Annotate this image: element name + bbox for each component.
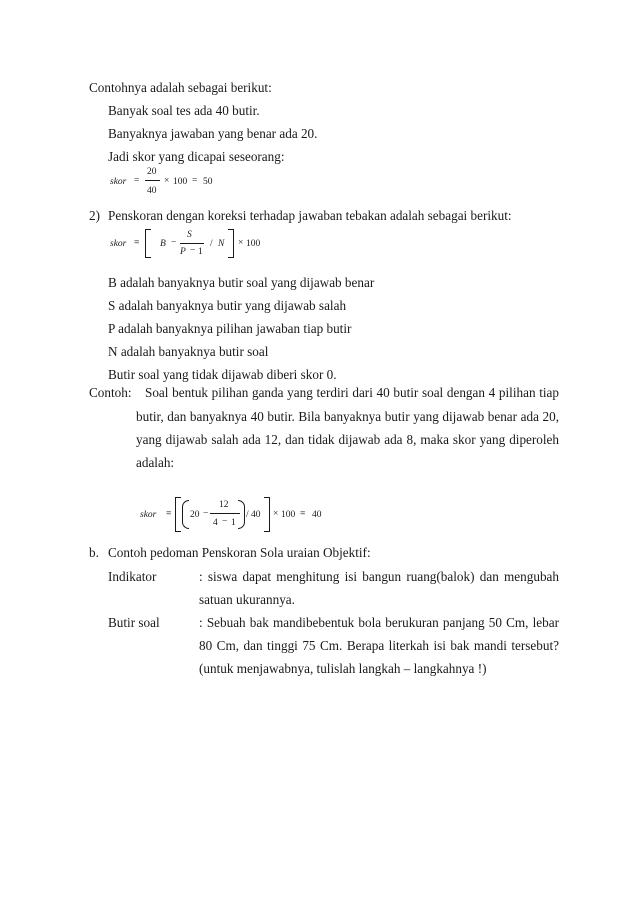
section2-heading: Penskoran dengan koreksi terhadap jawaban tebakan adalah sebagai berikut: [108, 208, 512, 223]
formula2-equals: = [134, 238, 140, 248]
definition-P: P adalah banyaknya pilihan jawaban tiap butir [108, 321, 352, 336]
definition-B: B adalah banyaknya butir soal yang dijawab benar [108, 275, 375, 290]
formula3-equals-2: = [300, 509, 306, 519]
formula3-lhs: skor [140, 510, 157, 520]
formula3-fraction-bar [210, 513, 240, 514]
example-label: Contoh: [89, 385, 132, 400]
intro-heading: Contohnya adalah sebagai berikut: [89, 80, 272, 95]
formula2-one: 1 [198, 247, 203, 257]
formula3-divide-40: / 40 [246, 510, 261, 520]
formula2-fraction-bar [180, 243, 204, 244]
formula1-fraction-bar [145, 180, 160, 181]
intro-line-2: Banyaknya jawaban yang benar ada 20. [108, 126, 318, 141]
formula3-numerator: 12 [219, 500, 229, 510]
formula2-S: S [187, 230, 192, 240]
formula3-twenty: 20 [190, 510, 200, 520]
definition-unanswered: Butir soal yang tidak dijawab diberi skor 0. [108, 367, 337, 382]
formula1-denominator: 40 [147, 186, 157, 196]
definition-N: N adalah banyaknya butir soal [108, 344, 269, 359]
formula2-lhs: skor [110, 239, 127, 249]
butir-soal-text: : Sebuah bak mandibebentuk bola berukuran panjang 50 Cm, lebar 80 Cm, dan tinggi 75 Cm. Berapa literkah isi bak mandi tersebut? (untuk menjawabnya, tulislah langkah – langkahnya !) [199, 615, 559, 676]
formula1-times: × [164, 176, 170, 186]
formula1-numerator: 20 [147, 167, 157, 177]
indikator-text: : siswa dapat menghitung isi bangun ruang(balok) dan mengubah satuan ukurannya. [199, 569, 559, 607]
formula3-times: × [273, 509, 279, 519]
formula2-factor: 100 [246, 239, 261, 249]
intro-line-3: Jadi skor yang dicapai seseorang: [108, 149, 285, 164]
example-line-2: butir, dan banyaknya 40 butir. Bila banyaknya butir yang dijawab benar ada 20, [136, 409, 559, 424]
definition-S: S adalah banyaknya butir yang dijawab salah [108, 298, 347, 313]
formula3-left-paren [182, 500, 189, 529]
formula1-lhs: skor [110, 177, 127, 187]
formula3-left-bracket [175, 497, 181, 532]
section2-number: 2) [89, 208, 100, 223]
formula2-slash: / [210, 239, 213, 249]
intro-line-1: Banyak soal tes ada 40 butir. [108, 103, 260, 118]
formula2-N: N [218, 239, 225, 249]
formula2-P: P [180, 247, 186, 257]
formula1-factor: 100 [173, 177, 188, 187]
formula3-minus: − [203, 509, 209, 519]
formula2-minus-2: − [190, 246, 196, 256]
formula1-equals-2: = [192, 176, 198, 186]
formula3-den-minus: − [222, 517, 228, 527]
formula2-B: B [160, 239, 166, 249]
formula1-equals: = [134, 176, 140, 186]
indikator-label: Indikator [108, 569, 157, 584]
formula3-right-paren [238, 500, 245, 529]
sectionB-number: b. [89, 545, 99, 560]
formula2-times: × [238, 238, 244, 248]
formula1-result: 50 [203, 177, 213, 187]
formula3-den-b: 1 [231, 518, 236, 528]
sectionB-heading: Contoh pedoman Penskoran Sola uraian Objektif: [108, 545, 371, 560]
formula3-factor: 100 [281, 510, 296, 520]
formula2-right-bracket [228, 229, 234, 258]
example-line-1: Soal bentuk pilihan ganda yang terdiri dari 40 butir soal dengan 4 pilihan tiap [145, 385, 559, 400]
formula3-result: 40 [312, 510, 322, 520]
formula3-right-bracket [264, 497, 270, 532]
formula2-minus: − [171, 238, 177, 248]
example-line-3: yang dijawab salah ada 12, dan tidak dijawab ada 8, maka skor yang diperoleh [136, 432, 559, 447]
butir-soal-label: Butir soal [108, 615, 160, 630]
formula3-den-a: 4 [213, 518, 218, 528]
example-line-4: adalah: [136, 455, 175, 470]
formula3-equals: = [166, 509, 172, 519]
formula2-left-bracket [145, 229, 151, 258]
